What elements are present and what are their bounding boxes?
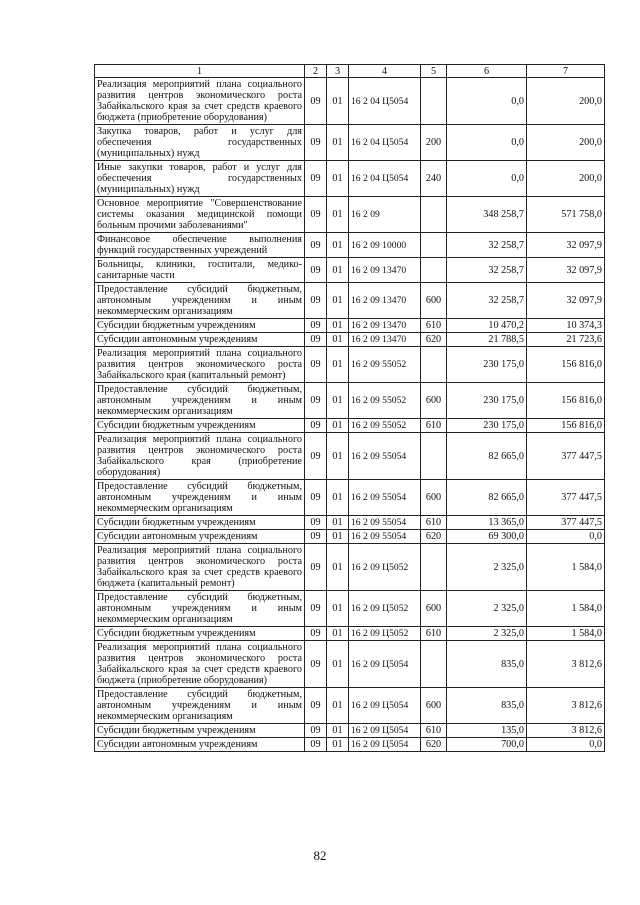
row-subsection: 01 xyxy=(327,258,349,283)
row-amount-col6: 21 788,5 xyxy=(447,333,527,347)
table-row xyxy=(95,125,605,161)
row-subsection: 01 xyxy=(327,283,349,319)
row-subsection: 01 xyxy=(327,641,349,688)
table-row xyxy=(95,591,605,627)
row-expense-type: 620 xyxy=(421,738,447,752)
row-amount-col7: 0,0 xyxy=(527,530,605,544)
row-section: 09 xyxy=(305,480,327,516)
row-section: 09 xyxy=(305,233,327,258)
table-row xyxy=(95,516,605,530)
row-amount-col7: 200,0 xyxy=(527,78,605,125)
row-section: 09 xyxy=(305,591,327,627)
row-amount-col7: 377 447,5 xyxy=(527,516,605,530)
table-row xyxy=(95,161,605,197)
table-row xyxy=(95,78,605,125)
row-description: Реализация мероприятий плана социального развития центров экономического роста Забайкальского края за счет средств краевого бюджета (приобретение оборудования) xyxy=(95,78,305,125)
row-amount-col7: 1 584,0 xyxy=(527,591,605,627)
row-subsection: 01 xyxy=(327,419,349,433)
row-target-article: 16 2 09 55052 xyxy=(349,419,421,433)
budget-table xyxy=(94,64,605,752)
row-description: Иные закупки товаров, работ и услуг для обеспечения государственных (муниципальных) нужд xyxy=(95,161,305,197)
row-expense-type xyxy=(421,433,447,480)
row-amount-col6: 835,0 xyxy=(447,641,527,688)
row-target-article: 16 2 09 55052 xyxy=(349,383,421,419)
row-section: 09 xyxy=(305,383,327,419)
row-expense-type: 200 xyxy=(421,125,447,161)
row-subsection: 01 xyxy=(327,433,349,480)
table-row xyxy=(95,319,605,333)
row-target-article: 16 2 09 55054 xyxy=(349,480,421,516)
table-row xyxy=(95,641,605,688)
row-target-article: 16 2 09 xyxy=(349,197,421,233)
row-amount-col6: 348 258,7 xyxy=(447,197,527,233)
row-target-article: 16 2 09 13470 xyxy=(349,258,421,283)
table-header-row xyxy=(95,65,605,78)
row-amount-col7: 156 816,0 xyxy=(527,347,605,383)
row-subsection: 01 xyxy=(327,738,349,752)
row-subsection: 01 xyxy=(327,333,349,347)
row-amount-col7: 21 723,6 xyxy=(527,333,605,347)
row-expense-type xyxy=(421,544,447,591)
row-amount-col6: 230 175,0 xyxy=(447,383,527,419)
row-section: 09 xyxy=(305,627,327,641)
row-description: Субсидии автономным учреждениям xyxy=(95,530,305,544)
row-subsection: 01 xyxy=(327,161,349,197)
row-description: Субсидии автономным учреждениям xyxy=(95,333,305,347)
row-amount-col7: 3 812,6 xyxy=(527,641,605,688)
table-row xyxy=(95,383,605,419)
row-subsection: 01 xyxy=(327,544,349,591)
row-amount-col6: 32 258,7 xyxy=(447,283,527,319)
row-amount-col7: 10 374,3 xyxy=(527,319,605,333)
row-description: Реализация мероприятий плана социального развития центров экономического роста Забайкальского края за счет средств краевого бюджета (капитальный ремонт) xyxy=(95,544,305,591)
row-amount-col6: 0,0 xyxy=(447,78,527,125)
header-cell: 6 xyxy=(447,65,527,78)
row-description: Субсидии бюджетным учреждениям xyxy=(95,627,305,641)
row-subsection: 01 xyxy=(327,724,349,738)
table-row xyxy=(95,738,605,752)
row-description: Основное мероприятие "Совершенствование системы оказания медицинской помощи больным прочими заболеваниями" xyxy=(95,197,305,233)
row-amount-col7: 156 816,0 xyxy=(527,419,605,433)
row-subsection: 01 xyxy=(327,480,349,516)
row-amount-col6: 230 175,0 xyxy=(447,347,527,383)
header-cell: 3 xyxy=(327,65,349,78)
row-target-article: 16 2 09 13470 xyxy=(349,283,421,319)
row-target-article: 16 2 04 Ц5054 xyxy=(349,125,421,161)
row-subsection: 01 xyxy=(327,78,349,125)
row-amount-col7: 200,0 xyxy=(527,125,605,161)
row-amount-col7: 156 816,0 xyxy=(527,383,605,419)
row-target-article: 16 2 09 13470 xyxy=(349,333,421,347)
row-amount-col6: 82 665,0 xyxy=(447,480,527,516)
row-description: Больницы, клиники, госпитали, медико-санитарные части xyxy=(95,258,305,283)
row-amount-col6: 69 300,0 xyxy=(447,530,527,544)
table-row xyxy=(95,688,605,724)
row-amount-col6: 700,0 xyxy=(447,738,527,752)
row-target-article: 16 2 09 Ц5052 xyxy=(349,627,421,641)
row-amount-col6: 0,0 xyxy=(447,125,527,161)
row-target-article: 16 2 09 Ц5052 xyxy=(349,544,421,591)
header-cell: 2 xyxy=(305,65,327,78)
table-row xyxy=(95,627,605,641)
table-row xyxy=(95,197,605,233)
page-number: 82 xyxy=(313,848,327,863)
row-expense-type: 610 xyxy=(421,724,447,738)
row-section: 09 xyxy=(305,530,327,544)
row-expense-type: 610 xyxy=(421,419,447,433)
row-target-article: 16 2 09 55052 xyxy=(349,347,421,383)
row-amount-col6: 2 325,0 xyxy=(447,591,527,627)
row-section: 09 xyxy=(305,641,327,688)
row-amount-col7: 377 447,5 xyxy=(527,433,605,480)
row-subsection: 01 xyxy=(327,530,349,544)
row-amount-col7: 1 584,0 xyxy=(527,544,605,591)
row-amount-col6: 230 175,0 xyxy=(447,419,527,433)
row-expense-type: 610 xyxy=(421,516,447,530)
row-section: 09 xyxy=(305,419,327,433)
row-amount-col6: 82 665,0 xyxy=(447,433,527,480)
table-row xyxy=(95,544,605,591)
row-amount-col7: 200,0 xyxy=(527,161,605,197)
row-expense-type: 600 xyxy=(421,383,447,419)
row-expense-type: 610 xyxy=(421,319,447,333)
row-section: 09 xyxy=(305,319,327,333)
table-row xyxy=(95,283,605,319)
table-body xyxy=(95,78,605,752)
row-description: Реализация мероприятий плана социального развития центров экономического роста Забайкальского края (капитальный ремонт) xyxy=(95,347,305,383)
row-amount-col7: 571 758,0 xyxy=(527,197,605,233)
row-subsection: 01 xyxy=(327,197,349,233)
row-description: Предоставление субсидий бюджетным, автономным учреждениям и иным некоммерческим организациям xyxy=(95,480,305,516)
table-row xyxy=(95,347,605,383)
row-target-article: 16 2 09 Ц5052 xyxy=(349,591,421,627)
header-cell: 5 xyxy=(421,65,447,78)
row-amount-col7: 32 097,9 xyxy=(527,233,605,258)
row-expense-type xyxy=(421,347,447,383)
row-description: Предоставление субсидий бюджетным, автономным учреждениям и иным некоммерческим организациям xyxy=(95,591,305,627)
row-subsection: 01 xyxy=(327,688,349,724)
header-cell: 7 xyxy=(527,65,605,78)
row-expense-type: 600 xyxy=(421,480,447,516)
row-amount-col6: 835,0 xyxy=(447,688,527,724)
row-section: 09 xyxy=(305,197,327,233)
row-section: 09 xyxy=(305,738,327,752)
row-subsection: 01 xyxy=(327,319,349,333)
row-expense-type: 240 xyxy=(421,161,447,197)
row-amount-col7: 3 812,6 xyxy=(527,688,605,724)
row-expense-type xyxy=(421,258,447,283)
row-target-article: 16 2 09 Ц5054 xyxy=(349,724,421,738)
row-subsection: 01 xyxy=(327,233,349,258)
row-section: 09 xyxy=(305,433,327,480)
row-target-article: 16 2 04 Ц5054 xyxy=(349,78,421,125)
row-section: 09 xyxy=(305,161,327,197)
row-description: Реализация мероприятий плана социального развития центров экономического роста Забайкальского края (приобретение оборудования) xyxy=(95,433,305,480)
row-subsection: 01 xyxy=(327,347,349,383)
row-amount-col6: 2 325,0 xyxy=(447,627,527,641)
row-subsection: 01 xyxy=(327,383,349,419)
row-section: 09 xyxy=(305,333,327,347)
table-row xyxy=(95,480,605,516)
row-expense-type xyxy=(421,233,447,258)
row-section: 09 xyxy=(305,125,327,161)
row-expense-type: 600 xyxy=(421,591,447,627)
row-description: Субсидии бюджетным учреждениям xyxy=(95,319,305,333)
row-expense-type xyxy=(421,78,447,125)
row-subsection: 01 xyxy=(327,125,349,161)
row-target-article: 16 2 09 55054 xyxy=(349,516,421,530)
header-cell: 4 xyxy=(349,65,421,78)
row-section: 09 xyxy=(305,283,327,319)
row-target-article: 16 2 09 55054 xyxy=(349,433,421,480)
row-subsection: 01 xyxy=(327,516,349,530)
row-subsection: 01 xyxy=(327,627,349,641)
row-expense-type: 600 xyxy=(421,283,447,319)
row-section: 09 xyxy=(305,724,327,738)
row-expense-type: 600 xyxy=(421,688,447,724)
row-section: 09 xyxy=(305,78,327,125)
row-amount-col6: 135,0 xyxy=(447,724,527,738)
table-row xyxy=(95,419,605,433)
header-cell: 1 xyxy=(95,65,305,78)
row-description: Предоставление субсидий бюджетным, автономным учреждениям и иным некоммерческим организациям xyxy=(95,283,305,319)
row-amount-col7: 3 812,6 xyxy=(527,724,605,738)
table-row xyxy=(95,724,605,738)
row-amount-col7: 32 097,9 xyxy=(527,258,605,283)
row-section: 09 xyxy=(305,544,327,591)
table-row xyxy=(95,258,605,283)
row-amount-col7: 1 584,0 xyxy=(527,627,605,641)
row-description: Закупка товаров, работ и услуг для обеспечения государственных (муниципальных) нужд xyxy=(95,125,305,161)
row-amount-col7: 32 097,9 xyxy=(527,283,605,319)
row-description: Субсидии бюджетным учреждениям xyxy=(95,516,305,530)
row-section: 09 xyxy=(305,688,327,724)
row-description: Предоставление субсидий бюджетным, автономным учреждениям и иным некоммерческим организациям xyxy=(95,383,305,419)
row-target-article: 16 2 09 13470 xyxy=(349,319,421,333)
row-description: Предоставление субсидий бюджетным, автономным учреждениям и иным некоммерческим организациям xyxy=(95,688,305,724)
table-row xyxy=(95,233,605,258)
row-target-article: 16 2 09 55054 xyxy=(349,530,421,544)
row-expense-type xyxy=(421,197,447,233)
row-amount-col7: 0,0 xyxy=(527,738,605,752)
row-expense-type: 620 xyxy=(421,333,447,347)
row-section: 09 xyxy=(305,258,327,283)
row-expense-type: 610 xyxy=(421,627,447,641)
row-description: Субсидии бюджетным учреждениям xyxy=(95,419,305,433)
row-target-article: 16 2 09 Ц5054 xyxy=(349,688,421,724)
row-description: Субсидии бюджетным учреждениям xyxy=(95,724,305,738)
row-subsection: 01 xyxy=(327,591,349,627)
row-description: Финансовое обеспечение выполнения функций государственных учреждений xyxy=(95,233,305,258)
table-row xyxy=(95,530,605,544)
row-target-article: 16 2 09 Ц5054 xyxy=(349,641,421,688)
table-row xyxy=(95,333,605,347)
row-description: Субсидии автономным учреждениям xyxy=(95,738,305,752)
row-target-article: 16 2 04 Ц5054 xyxy=(349,161,421,197)
row-amount-col6: 32 258,7 xyxy=(447,258,527,283)
row-amount-col6: 2 325,0 xyxy=(447,544,527,591)
row-amount-col6: 0,0 xyxy=(447,161,527,197)
row-section: 09 xyxy=(305,516,327,530)
row-amount-col6: 10 470,2 xyxy=(447,319,527,333)
table-row xyxy=(95,433,605,480)
row-description: Реализация мероприятий плана социального развития центров экономического роста Забайкальского края за счет средств краевого бюджета (приобретение оборудования) xyxy=(95,641,305,688)
row-section: 09 xyxy=(305,347,327,383)
row-expense-type: 620 xyxy=(421,530,447,544)
row-target-article: 16 2 09 Ц5054 xyxy=(349,738,421,752)
row-amount-col6: 32 258,7 xyxy=(447,233,527,258)
row-expense-type xyxy=(421,641,447,688)
row-target-article: 16 2 09 10000 xyxy=(349,233,421,258)
row-amount-col6: 13 365,0 xyxy=(447,516,527,530)
row-amount-col7: 377 447,5 xyxy=(527,480,605,516)
